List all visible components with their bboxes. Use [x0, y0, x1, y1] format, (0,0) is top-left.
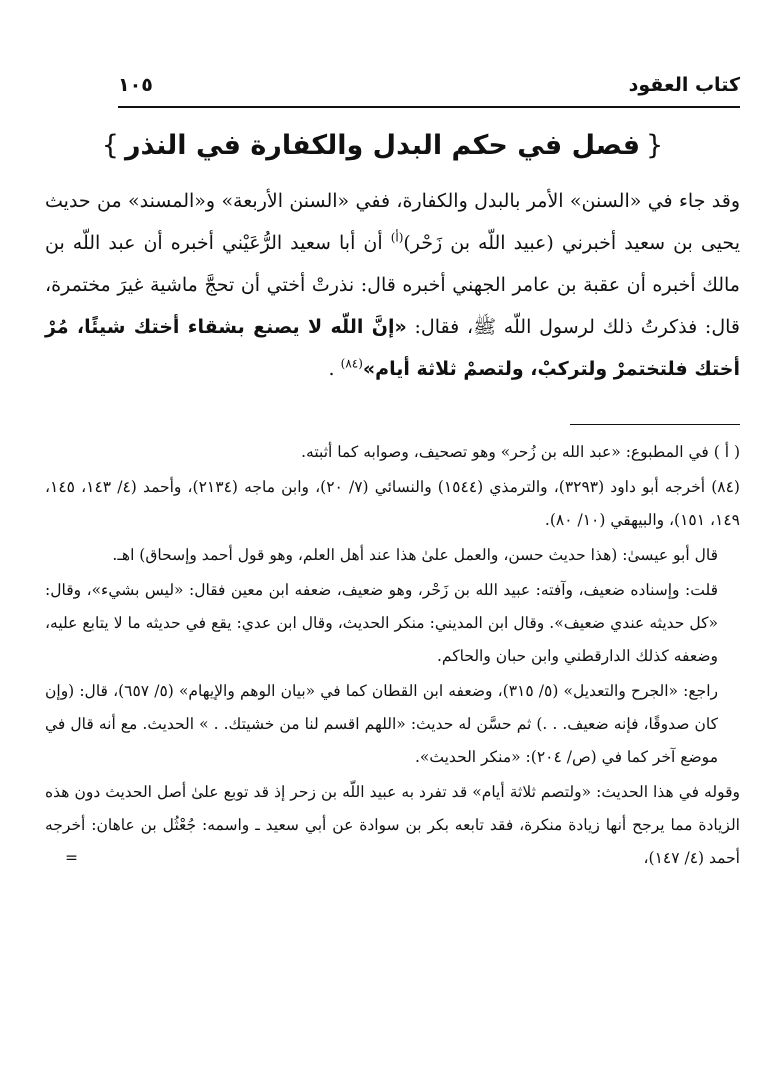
footnote-marker-84: (٨٤)	[340, 356, 363, 371]
book-title: كتاب العقود	[628, 74, 740, 96]
footnotes	[45, 436, 740, 875]
closing-brace: }	[101, 130, 119, 161]
opening-brace: {	[646, 130, 664, 161]
main-text	[45, 180, 740, 390]
footnote-84: (٨٤) أخرجه أبو داود (٣٢٩٣)، والترمذي (١٥٤٤) والنسائي (٧/ ٢٠)، وابن ماجه (٢١٣٤)، وأحمد (٤/ ١٤٣، ١٤٥، ١٤٩، ١٥١)، والبيهقي (١٠/ ٨٠).	[45, 478, 740, 529]
section-title: فصل في حكم البدل والكفارة في النذر	[124, 130, 641, 161]
footnote-84-comment-2: قلت: وإسناده ضعيف، وآفته: عبيد الله بن زَحْر، وهو ضعيف، ضعفه ابن معين فقال: «ليس بشيء»، وقال: «كل حديثه عندي ضعيف». وقال ابن المديني: منكر الحديث، وقال ابن عدي: يقع في حديثه ما لا يتابع عليه، وضعفه كذلك الدارقطني وابن حبان والحاكم.	[45, 581, 718, 665]
continuation-mark: =	[65, 849, 78, 867]
footnote-84-comment-1: قال أبو عيسىٰ: (هذا حديث حسن، والعمل علىٰ هذا عند أهل العلم، وهو قول أحمد وإسحاق) اهـ.	[112, 546, 718, 564]
footnote-84-comment-3: راجع: «الجرح والتعديل» (٥/ ٣١٥)، وضعفه ابن القطان كما في «بيان الوهم والإيهام» (٥/ ٦٥٧)، قال: (وإن كان صدوقًا، فإنه ضعيف. . .) ثم حسَّن له حديث: «اللهم اقسم لنا من خشيتك. . » الحديث. مع أنه قال في موضع آخر كما في (ص/ ٢٠٤): «منكر الحديث».	[45, 682, 718, 766]
paragraph-text-continued: أن أبا سعيد الرُّعَيْني أخبره أن عبد اللّه بن مالك أخبره أن عقبة بن عامر الجهني أخبره قال: نذرتْ أختي أن تحجَّ ماشية غيرَ مختمرة، قال: فذكرتُ ذلك لرسول اللّه ﷺ، فقال:	[45, 232, 740, 338]
paragraph-text: وقد جاء في «السنن» الأمر بالبدل والكفارة، ففي «السنن الأربعة» و«المسند» من حديث يحيى بن سعيد أخبرني (عبيد اللّه بن زَحْر)	[45, 190, 740, 254]
section-heading	[0, 130, 765, 161]
footnote-a: ( أ ) في المطبوع: «عبد الله بن زُحر» وهو تصحيف، وصوابه كما أثبته.	[301, 443, 740, 461]
page-number: ١٠٥	[118, 74, 153, 96]
footnote-separator	[570, 424, 740, 425]
hadith-quote: «إنَّ اللّه لا يصنع بشقاء أختك شيئًا، مُرْ أختك فلتختمرْ ولتركبْ، ولتصمْ ثلاثة أيام»	[45, 316, 740, 380]
paragraph-end: .	[328, 358, 341, 380]
footnote-marker-a: (أ)	[390, 230, 404, 245]
main-paragraph	[45, 180, 740, 390]
footnote-84-comment-4	[45, 776, 740, 875]
footnote-84-comment-4-text: وقوله في هذا الحديث: «ولتصم ثلاثة أيام» قد تفرد به عبيد اللّه بن زحر إذ قد توبع علىٰ أصل الحديث دون هذه الزيادة مما يرجح أنها زيادة منكرة، فقد تابعه بكر بن سوادة عن أبي سعيد ـ واسمه: جُعْثُل بن عاهان: أخرجه أحمد (٤/ ١٤٧)،	[45, 783, 740, 867]
running-header	[118, 72, 740, 108]
